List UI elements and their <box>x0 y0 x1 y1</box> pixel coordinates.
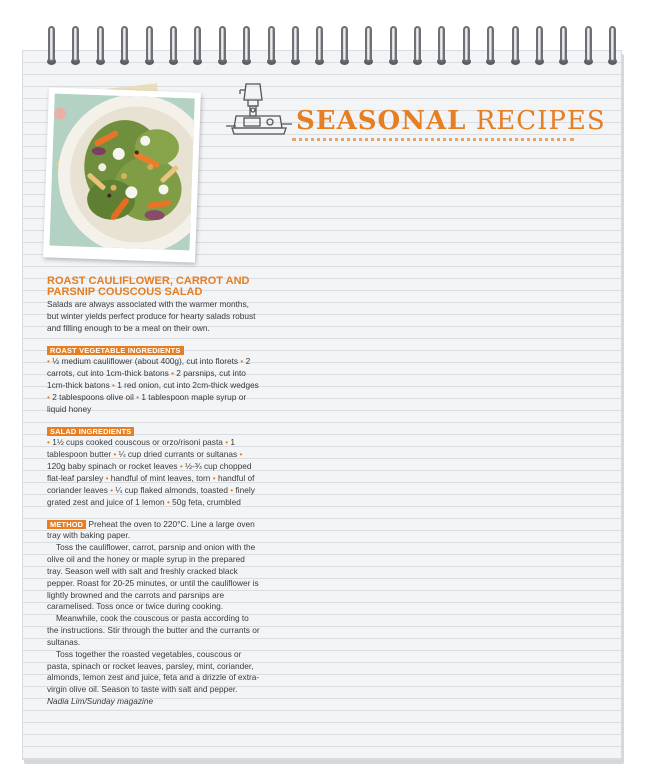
binding-ring <box>438 26 445 62</box>
ingredient: ¼ cup dried currants or sultanas <box>118 449 238 460</box>
binding-ring <box>585 26 592 62</box>
ingredient: 120g baby spinach or rocket leaves <box>47 461 178 472</box>
recipe-credit: Nadia Lim/Sunday magazine <box>47 696 154 707</box>
bullet-icon: • <box>47 391 50 402</box>
method-step-text: Preheat the oven to 220°C. Line a large oven tray with baking paper. <box>47 518 255 541</box>
method-section <box>47 519 260 709</box>
ingredient: ½-¾ cup chopped flat-leaf parsley <box>47 461 252 483</box>
binding-ring <box>146 26 153 62</box>
recipe-column <box>47 276 260 708</box>
roast-vegetable-label: ROAST VEGETABLE INGREDIENTS <box>47 346 184 355</box>
binding-ring <box>268 26 275 62</box>
recipe-title: ROAST CAULIFLOWER, CARROT AND PARSNIP COUSCOUS SALAD <box>47 275 250 298</box>
title-underline <box>292 138 574 141</box>
binding-ring <box>97 26 104 62</box>
ingredient: finely grated zest and juice of 1 lemon <box>47 484 255 507</box>
ingredient: 1 tablespoon maple syrup or liquid honey <box>47 391 247 414</box>
bullet-icon: • <box>230 484 234 495</box>
binding-ring <box>316 26 323 62</box>
ingredient: 1½ cups cooked couscous or orzo/risoni pasta <box>52 437 223 448</box>
section-title <box>296 106 606 136</box>
bullet-icon: • <box>171 368 174 379</box>
binding-ring <box>609 26 616 62</box>
title-light: RECIPES <box>475 106 606 136</box>
bullet-icon: • <box>166 496 170 507</box>
binding-ring <box>292 26 299 62</box>
roast-vegetable-section <box>47 345 260 416</box>
spiral-binding <box>22 18 622 68</box>
bullet-icon: • <box>225 437 229 448</box>
bullet-icon: • <box>113 449 117 460</box>
binding-ring <box>512 26 519 62</box>
bullet-icon: • <box>136 391 140 402</box>
bullet-icon: • <box>179 461 183 472</box>
binding-ring <box>365 26 372 62</box>
binding-ring <box>414 26 421 62</box>
method-step: Toss the cauliflower, carrot, parsnip and onion with the olive oil and the honey or maple syrup in the prepared tray. Season well with salt and freshly cracked black pepper. Roast for 20-25 minutes, or until the cauliflower is lightly browned and the carrots and parsnips are caramelised. Toss once or twice during cooking. <box>47 542 259 612</box>
ingredient: 50g feta, crumbled <box>172 496 241 507</box>
bullet-icon: • <box>105 472 109 483</box>
binding-ring <box>390 26 397 62</box>
binding-ring <box>121 26 128 62</box>
salad-list <box>47 437 260 508</box>
binding-ring <box>341 26 348 62</box>
recipe-photo-frame <box>43 87 201 262</box>
binding-ring <box>463 26 470 62</box>
title-bold: SEASONAL <box>296 106 467 136</box>
ingredient: ¼ cup flaked almonds, toasted <box>115 484 228 495</box>
salad-bowl-photo <box>49 94 194 251</box>
bullet-icon: • <box>240 356 244 367</box>
recipe-intro: Salads are always associated with the warmer months, but winter yields perfect produce for hearty salads robust and filling enough to be a meal on their own. <box>47 299 256 333</box>
binding-ring <box>72 26 79 62</box>
method-step <box>47 519 260 543</box>
ingredient: 2 tablespoons olive oil <box>52 391 134 402</box>
ingredient: 1 tablespoon butter <box>47 437 236 460</box>
bullet-icon: • <box>110 484 114 495</box>
bullet-icon: • <box>47 356 50 367</box>
salad-label: SALAD INGREDIENTS <box>47 427 134 436</box>
method-step: Toss together the roasted vegetables, couscous or pasta, spinach or rocket leaves, parsley, mint, coriander, almonds, lemon zest and juice, feta and a drizzle of extra-virgin olive oil. Season to taste with salt and pepper. <box>47 648 260 695</box>
ingredient: ½ medium cauliflower (about 400g), cut into florets <box>52 356 239 367</box>
method-label: METHOD <box>47 520 86 529</box>
salad-bowl-icon <box>49 94 194 251</box>
ingredient: handful of mint leaves, torn <box>110 472 211 483</box>
bullet-icon: • <box>239 449 243 460</box>
bullet-icon: • <box>212 472 216 483</box>
ingredient: 1 red onion, cut into 2cm-thick wedges <box>117 380 259 391</box>
kitchen-scale-icon <box>226 80 292 144</box>
bullet-icon: • <box>112 380 115 391</box>
salad-section <box>47 426 260 509</box>
ingredient: 2 carrots, cut into 1cm-thick batons <box>47 356 251 379</box>
binding-ring <box>487 26 494 62</box>
method-step: Meanwhile, cook the couscous or pasta according to the instructions. Stir through the butter and the currants or sultanas. <box>47 613 260 647</box>
binding-ring <box>48 26 55 62</box>
binding-ring <box>243 26 250 62</box>
binding-ring <box>219 26 226 62</box>
ingredient: handful of coriander leaves <box>47 472 255 495</box>
binding-ring <box>536 26 543 62</box>
binding-ring <box>194 26 201 62</box>
roast-vegetable-list <box>47 356 260 415</box>
bullet-icon: • <box>47 437 50 448</box>
binding-ring <box>170 26 177 62</box>
ingredient: 2 parsnips, cut into 1cm-thick batons <box>47 368 246 391</box>
binding-ring <box>560 26 567 62</box>
